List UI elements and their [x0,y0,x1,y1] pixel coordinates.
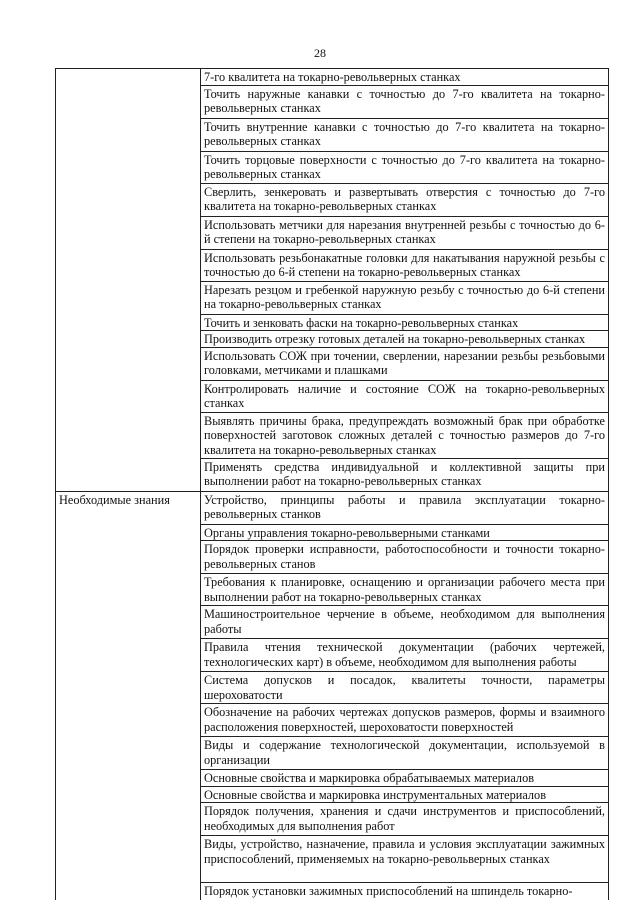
table-row [56,412,609,458]
table-row [56,786,609,803]
table-row [56,85,609,118]
table-row [56,704,609,737]
table-row [56,281,609,314]
table-cell: 7-го квалитета на токарно-револьверных станках [201,69,609,86]
table-row [56,541,609,574]
table-cell: Точить внутренние канавки с точностью до 7-го квалитета на токарно-револьверных станках [201,118,609,151]
table-cell: Точить торцовые поверхности с точностью до 7-го квалитета на токарно-револьверных станках [201,151,609,183]
page-number: 28 [314,46,326,60]
table-cell: Обозначение на рабочих чертежах допусков размеров, формы и взаимного расположения поверхностей, шероховатости поверхностей [201,704,609,737]
table-row [56,606,609,639]
table-row [56,737,609,770]
section-label: Необходимые знания [56,491,201,524]
table-row [56,883,609,900]
table-cell: Система допусков и посадок, квалитеты точности, параметры шероховатости [201,672,609,704]
table-row [56,347,609,380]
table-cell: Правила чтения технической документации (рабочих чертежей, технологических карт) в объеме, необходимом для выполнения работы [201,639,609,672]
table-cell: Устройство, принципы работы и правила эксплуатации токарно-револьверных станков [201,491,609,524]
table-cell: Виды, устройство, назначение, правила и условия эксплуатации зажимных приспособлений, применяемых на токарно-револьверных станках [201,836,609,883]
table-cell: Органы управления токарно-револьверными станками [201,524,609,541]
table-row [56,183,609,216]
table-row [56,118,609,151]
table-row [56,836,609,883]
table-cell: Использовать метчики для нарезания внутренней резьбы с точностью до 6-й степени на токарно-револьверных станках [201,216,609,249]
table-row [56,151,609,183]
table-row [56,491,609,524]
table-cell: Порядок установки зажимных приспособлений на шпиндель токарно- [201,883,609,900]
table-cell: Порядок проверки исправности, работоспособности и точности токарно-револьверных станов [201,541,609,574]
table-cell: Нарезать резцом и гребенкой наружную резьбу с точностью до 6-й степени на токарно-револьверных станках [201,281,609,314]
table-row [56,69,609,86]
table-row [56,314,609,331]
requirements-table [55,68,609,900]
table-cell: Сверлить, зенкеровать и развертывать отверстия с точностью до 7-го квалитета на токарно-револьверных станках [201,183,609,216]
table-cell: Контролировать наличие и состояние СОЖ на токарно-револьверных станках [201,380,609,412]
table-cell: Основные свойства и маркировка инструментальных материалов [201,786,609,803]
table-cell: Использовать резьбонакатные головки для накатывания наружной резьбы с точностью до 6-й степени на токарно-револьверных станках [201,249,609,281]
table-row [56,331,609,348]
table-row [56,672,609,704]
table-cell: Выявлять причины брака, предупреждать возможный брак при обработке поверхностей заготовок сложных деталей с точностью размеров до 7-го квалитета на токарно-револьверных станках [201,412,609,458]
table-row [56,380,609,412]
table-row [56,803,609,836]
table-cell: Точить и зенковать фаски на токарно-револьверных станках [201,314,609,331]
table-cell: Требования к планировке, оснащению и организации рабочего места при выполнении работ на токарно-револьверных станках [201,574,609,606]
table-row [56,639,609,672]
table-cell: Производить отрезку готовых деталей на токарно-револьверных станках [201,331,609,348]
table-cell: Применять средства индивидуальной и коллективной защиты при выполнении работ на токарно-револьверных станках [201,458,609,491]
empty-label-cell [56,69,201,86]
table-row [56,458,609,491]
table-cell: Точить наружные канавки с точностью до 7-го квалитета на токарно-револьверных станках [201,85,609,118]
table-row [56,216,609,249]
table-row [56,770,609,787]
table-cell: Основные свойства и маркировка обрабатываемых материалов [201,770,609,787]
table-cell: Использовать СОЖ при точении, сверлении, нарезании резьбы резьбовыми головками, метчиками и плашками [201,347,609,380]
table-row [56,574,609,606]
table-cell: Порядок получения, хранения и сдачи инструментов и приспособлений, необходимых для выполнения работ [201,803,609,836]
table-row [56,524,609,541]
table-cell: Виды и содержание технологической документации, используемой в организации [201,737,609,770]
table-cell: Машиностроительное черчение в объеме, необходимом для выполнения работы [201,606,609,639]
table-row [56,249,609,281]
